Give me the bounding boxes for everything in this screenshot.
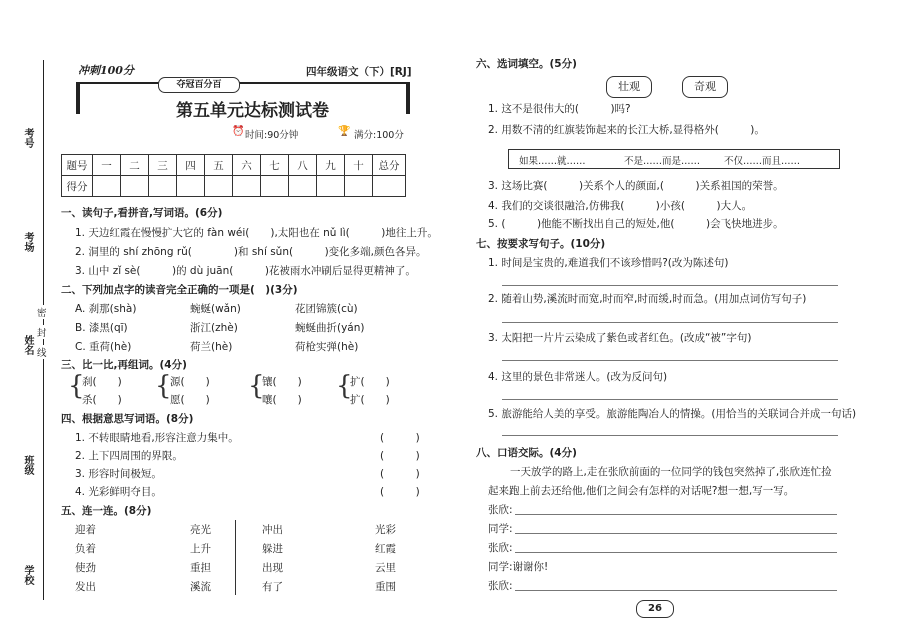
title-top-rule — [76, 82, 410, 84]
s3-item: 源( ) — [170, 376, 210, 388]
match-word[interactable]: 冲出 — [262, 524, 283, 536]
match-divider — [235, 520, 236, 595]
answer-line[interactable] — [502, 360, 838, 361]
brace: { — [248, 371, 265, 401]
answer-line[interactable] — [515, 590, 837, 591]
table-row — [62, 176, 406, 197]
table-cell: 十 — [345, 155, 373, 176]
s1-item: 3. 山中 zǐ sè( )的 dù juān( )花被雨水冲刷后显得更精神了。 — [75, 265, 416, 277]
answer-line[interactable] — [515, 514, 837, 515]
table-cell: 二 — [121, 155, 149, 176]
s8-paragraph: 起来跑上前去还给他,他们之间会有怎样的对话呢?想一想,写一写。 — [488, 485, 795, 497]
answer-line[interactable] — [502, 285, 838, 286]
match-word[interactable]: 发出 — [75, 581, 96, 593]
brace: { — [68, 371, 85, 401]
s7-item: 1. 时间是宝贵的,难道我们不该珍惜吗?(改为陈述句) — [488, 257, 729, 269]
match-word[interactable]: 使劲 — [75, 562, 96, 574]
word-choice-2: 奇观 — [682, 76, 728, 98]
match-word[interactable]: 躲进 — [262, 543, 283, 555]
match-word[interactable]: 亮光 — [190, 524, 211, 536]
s2-option: 荷枪实弹(hè) — [295, 341, 359, 353]
table-cell: 五 — [205, 155, 233, 176]
title-right-bar — [406, 84, 410, 114]
s3-item: 扩( ) — [350, 394, 390, 406]
dialogue-speaker: 张欣: — [488, 542, 513, 554]
seal-char-1: 密 — [37, 305, 47, 319]
conjunction-option: 不仅……而且…… — [724, 156, 801, 167]
s3-item: 愿( ) — [170, 394, 210, 406]
score-cell[interactable] — [121, 176, 149, 197]
s3-item: 镶( ) — [262, 376, 302, 388]
conjunction-option: 如果……就…… — [519, 156, 586, 167]
match-word[interactable]: 红霞 — [375, 543, 396, 555]
s2-option: C. 重荷(hè) — [75, 341, 132, 353]
s7-item: 3. 太阳把一片片云染成了紫色或者红色。(改成“被”字句) — [488, 332, 752, 344]
section-7-heading: 七、按要求写句子。(10分) — [476, 238, 606, 250]
match-word[interactable]: 云里 — [375, 562, 396, 574]
score-cell[interactable] — [233, 176, 261, 197]
brand-logo: 冲刺100分 — [78, 64, 134, 77]
s1-item: 1. 天边红霞在慢慢扩大它的 fàn wéi( ),太阳也在 nǔ lì( )地往上升。 — [75, 227, 438, 239]
match-word[interactable]: 有了 — [262, 581, 283, 593]
s2-option: 蜿蜒曲折(yán) — [295, 322, 365, 334]
s2-option: 浙江(zhè) — [190, 322, 238, 334]
s3-item: 嚷( ) — [262, 394, 302, 406]
section-8-heading: 八、口语交际。(4分) — [476, 447, 577, 459]
section-3-heading: 三、比一比,再组词。(4分) — [61, 359, 187, 371]
match-word[interactable]: 光彩 — [375, 524, 396, 536]
side-label-exam-room: 考场 — [22, 232, 33, 252]
s2-option: 花团锦簇(cù) — [295, 303, 358, 315]
section-2-heading: 二、下列加点字的读音完全正确的一项是( )(3分) — [61, 284, 298, 296]
score-cell[interactable] — [317, 176, 345, 197]
s1-item: 2. 洞里的 shí zhōng rǔ( )和 shí sǔn( )变化多端,颜色各异。 — [75, 246, 427, 258]
answer-line[interactable] — [515, 533, 837, 534]
page-number: 26 — [636, 600, 674, 618]
match-word[interactable]: 出现 — [262, 562, 283, 574]
s3-item: 扩( ) — [350, 376, 390, 388]
s6-item: 3. 这场比赛( )关系个人的颜面,( )关系祖国的荣誉。 — [488, 180, 784, 192]
s6-item: 1. 这不是很伟大的( )吗? — [488, 103, 631, 115]
match-word[interactable]: 溪流 — [190, 581, 211, 593]
s6-item: 2. 用数不清的红旗装饰起来的长江大桥,显得格外( )。 — [488, 124, 765, 136]
brace: { — [155, 371, 172, 401]
s8-paragraph: 一天放学的路上,走在张欣前面的一位同学的钱包突然掉了,张欣连忙捡 — [510, 466, 832, 478]
section-1-heading: 一、读句子,看拼音,写词语。(6分) — [61, 207, 223, 219]
score-cell[interactable] — [289, 176, 317, 197]
section-5-heading: 五、连一连。(8分) — [61, 505, 152, 517]
dialogue-speaker: 张欣: — [488, 580, 513, 592]
badge-logo: 夺冠百分百 — [158, 77, 240, 93]
clock-icon: ⏰ — [232, 126, 245, 137]
score-cell[interactable] — [205, 176, 233, 197]
match-word[interactable]: 迎着 — [75, 524, 96, 536]
conjunction-option: 不是……而是…… — [624, 156, 701, 167]
answer-line[interactable] — [502, 435, 838, 436]
score-cell[interactable] — [373, 176, 406, 197]
seal-char-3: 线 — [37, 345, 47, 359]
time-limit: 时间:90分钟 — [245, 130, 299, 141]
answer-line[interactable] — [502, 399, 838, 400]
s4-blank[interactable]: ( ) — [380, 450, 420, 462]
table-cell: 题号 — [62, 155, 93, 176]
side-label-class: 班级 — [22, 455, 33, 475]
trophy-icon: 🏆 — [338, 126, 351, 137]
s4-blank[interactable]: ( ) — [380, 486, 420, 498]
s7-item: 4. 这里的景色非常迷人。(改为反问句) — [488, 371, 668, 383]
brace: { — [336, 371, 353, 401]
s2-option: A. 刹那(shà) — [75, 303, 137, 315]
score-cell[interactable] — [345, 176, 373, 197]
table-cell: 八 — [289, 155, 317, 176]
table-cell: 得分 — [62, 176, 93, 197]
table-cell: 总分 — [373, 155, 406, 176]
page-title: 第五单元达标测试卷 — [176, 101, 329, 121]
dialogue-speaker: 同学: — [488, 523, 513, 535]
full-score: 满分:100分 — [354, 130, 404, 141]
s2-option: 荷兰(hè) — [190, 341, 233, 353]
table-cell: 一 — [93, 155, 121, 176]
title-left-bar — [76, 84, 80, 114]
table-cell: 六 — [233, 155, 261, 176]
s7-item: 2. 随着山势,溪流时而宽,时而窄,时而缓,时而急。(用加点词仿写句子) — [488, 293, 807, 305]
s6-item: 5. ( )他能不断找出自己的短处,他( )会飞快地进步。 — [488, 218, 784, 230]
s2-option: B. 漆黑(qī) — [75, 322, 128, 334]
side-label-name: 姓名 — [22, 335, 33, 355]
score-cell[interactable] — [177, 176, 205, 197]
side-label-school: 学校 — [22, 565, 33, 585]
table-cell: 三 — [149, 155, 177, 176]
score-cell[interactable] — [261, 176, 289, 197]
s3-item: 刹( ) — [82, 376, 122, 388]
score-cell[interactable] — [149, 176, 177, 197]
s4-item: 3. 形容时间极短。 — [75, 468, 162, 480]
table-row — [62, 155, 406, 176]
s4-blank[interactable]: ( ) — [380, 432, 420, 444]
table-cell: 九 — [317, 155, 345, 176]
match-word[interactable]: 上升 — [190, 543, 211, 555]
table-cell: 七 — [261, 155, 289, 176]
answer-line[interactable] — [515, 552, 837, 553]
match-word[interactable]: 重围 — [375, 581, 396, 593]
s6-item: 4. 我们的交谈很融洽,仿佛我( )小孩( )大人。 — [488, 200, 753, 212]
score-cell[interactable] — [93, 176, 121, 197]
match-word[interactable]: 重担 — [190, 562, 211, 574]
s7-item: 5. 旅游能给人美的享受。旅游能陶冶人的情操。(用恰当的关联词合并成一句话) — [488, 408, 857, 420]
section-4-heading: 四、根据意思写词语。(8分) — [61, 413, 194, 425]
s4-item: 1. 不转眼睛地看,形容注意力集中。 — [75, 432, 239, 444]
score-table — [61, 154, 406, 197]
dialogue-line: 同学:谢谢你! — [488, 561, 549, 573]
s4-item: 4. 光彩鲜明夺目。 — [75, 486, 162, 498]
conjunction-box — [508, 149, 840, 169]
answer-line[interactable] — [502, 322, 838, 323]
side-label-exam-number: 考号 — [22, 128, 33, 148]
s3-item: 杀( ) — [82, 394, 122, 406]
grade-label: 四年级语文（下）[RJ] — [306, 66, 412, 78]
match-word[interactable]: 负着 — [75, 543, 96, 555]
table-cell: 四 — [177, 155, 205, 176]
word-choice-1: 壮观 — [606, 76, 652, 98]
s4-blank[interactable]: ( ) — [380, 468, 420, 480]
s2-option: 蜿蜒(wǎn) — [190, 303, 241, 315]
s4-item: 2. 上下四周围的界限。 — [75, 450, 183, 462]
seal-char-2: 封 — [37, 325, 47, 339]
section-6-heading: 六、选词填空。(5分) — [476, 58, 577, 70]
dialogue-speaker: 张欣: — [488, 504, 513, 516]
